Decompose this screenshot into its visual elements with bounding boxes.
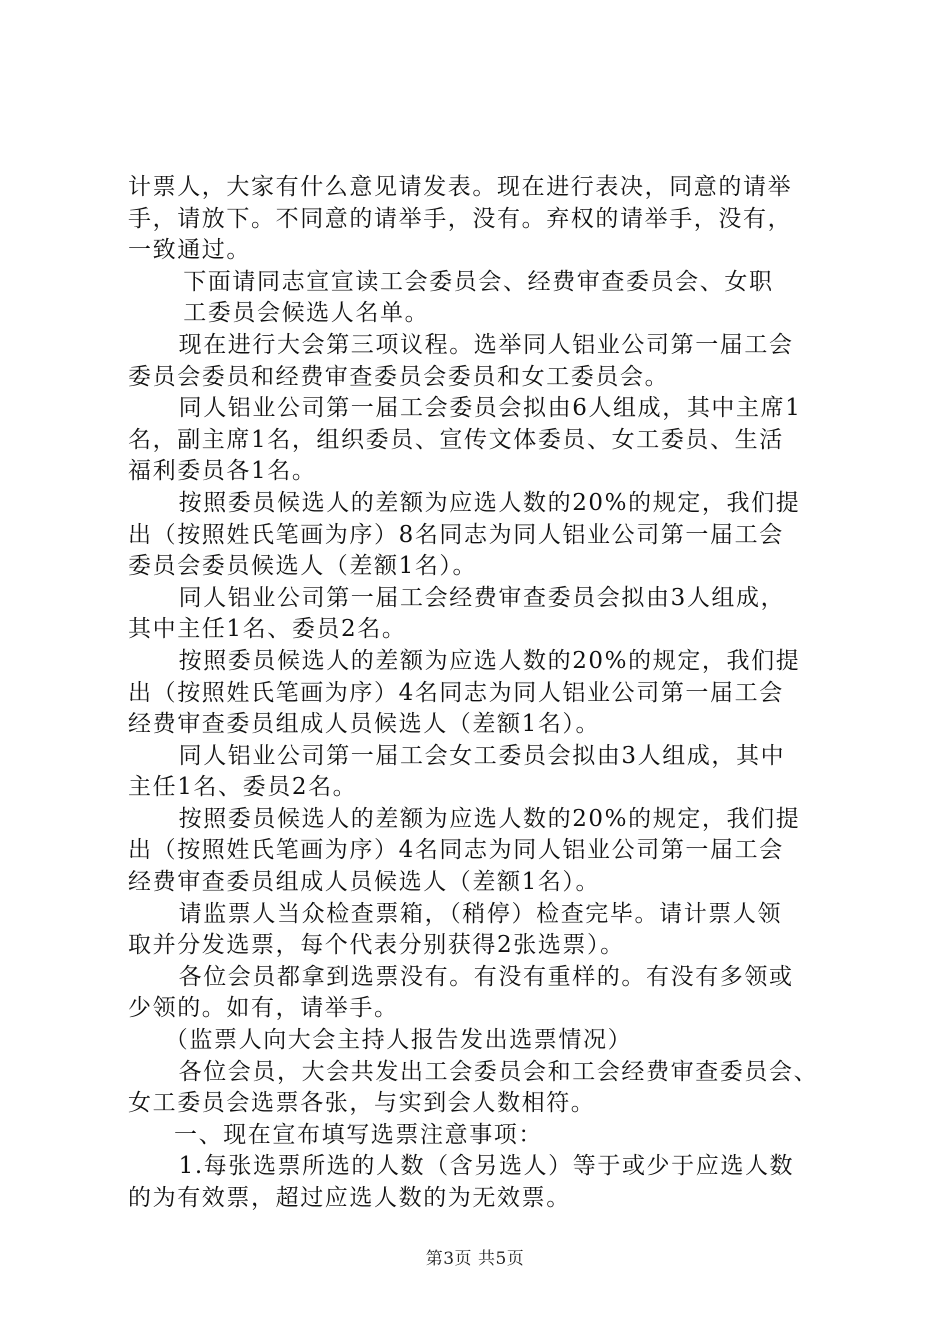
text-line: 一致通过。 — [128, 237, 251, 264]
text-line: （监票人向大会主持人报告发出选票情况） — [164, 1027, 633, 1054]
text-line: 同人铝业公司第一届工会委员会拟由6人组成，其中主席1 — [178, 395, 802, 422]
text-line: 请监票人当众检查票箱，（稍停）检查完毕。请计票人领 — [178, 900, 783, 927]
text-line: 名，副主席1名，组织委员、宣传文体委员、女工委员、生活 — [128, 426, 784, 453]
text-line: 主任1名、委员2名。 — [128, 774, 358, 801]
text-line: 同人铝业公司第一届工会经费审查委员会拟由3人组成， — [178, 584, 786, 611]
text-line: 出（按照姓氏笔画为序）8名同志为同人铝业公司第一届工会 — [128, 521, 784, 548]
text-line: 经费审查委员组成人员候选人（差额1名）。 — [128, 711, 601, 738]
text-line: 女工委员会选票各张，与实到会人数相符。 — [128, 1090, 596, 1117]
text-line: 经费审查委员组成人员候选人（差额1名）。 — [128, 869, 601, 896]
document-body — [128, 172, 834, 1215]
page-number: 第3页 共5页 — [425, 1249, 525, 1269]
text-line: 同人铝业公司第一届工会女工委员会拟由3人组成，其中 — [178, 742, 786, 769]
text-line: 的为有效票，超过应选人数的为无效票。 — [128, 1185, 571, 1211]
text-line: 现在进行大会第三项议程。选举同人铝业公司第一届工会 — [178, 331, 794, 358]
text-line: 1.每张选票所选的人数（含另选人）等于或少于应选人数 — [178, 1153, 795, 1180]
text-line: 计票人，大家有什么意见请发表。现在进行表决，同意的请举 — [128, 174, 793, 200]
text-line: 委员会委员候选人（差额1名）。 — [128, 553, 478, 580]
text-line: 各位会员，大会共发出工会委员会和工会经费审查委员会、 — [178, 1058, 819, 1085]
text-line: 各位会员都拿到选票没有。有没有重样的。有没有多领或 — [178, 963, 794, 990]
text-line: 按照委员候选人的差额为应选人数的20%的规定，我们提 — [178, 489, 801, 516]
text-line: 出（按照姓氏笔画为序）4名同志为同人铝业公司第一届工会 — [128, 679, 784, 706]
text-line: 少领的。如有，请举手。 — [128, 995, 399, 1022]
text-line: 委员会委员和经费审查委员会委员和女工委员会。 — [128, 363, 670, 390]
text-line: 出（按照姓氏笔画为序）4名同志为同人铝业公司第一届工会 — [128, 837, 784, 864]
text-line: 福利委员各1名。 — [128, 458, 317, 485]
text-line: 下面请同志宣宣读工会委员会、经费审查委员会、女职 — [183, 268, 774, 295]
text-line: 手，请放下。不同意的请举手，没有。弃权的请举手，没有， — [128, 205, 793, 232]
text-line: 按照委员候选人的差额为应选人数的20%的规定，我们提 — [178, 805, 801, 832]
text-line: 按照委员候选人的差额为应选人数的20%的规定，我们提 — [178, 647, 801, 674]
text-line: 工委员会候选人名单。 — [183, 300, 430, 327]
text-line: 取并分发选票，每个代表分别获得2张选票）。 — [128, 932, 625, 959]
text-line: 一、现在宣布填写选票注意事项： — [174, 1121, 543, 1148]
text-line: 其中主任1名、委员2名。 — [128, 616, 407, 643]
